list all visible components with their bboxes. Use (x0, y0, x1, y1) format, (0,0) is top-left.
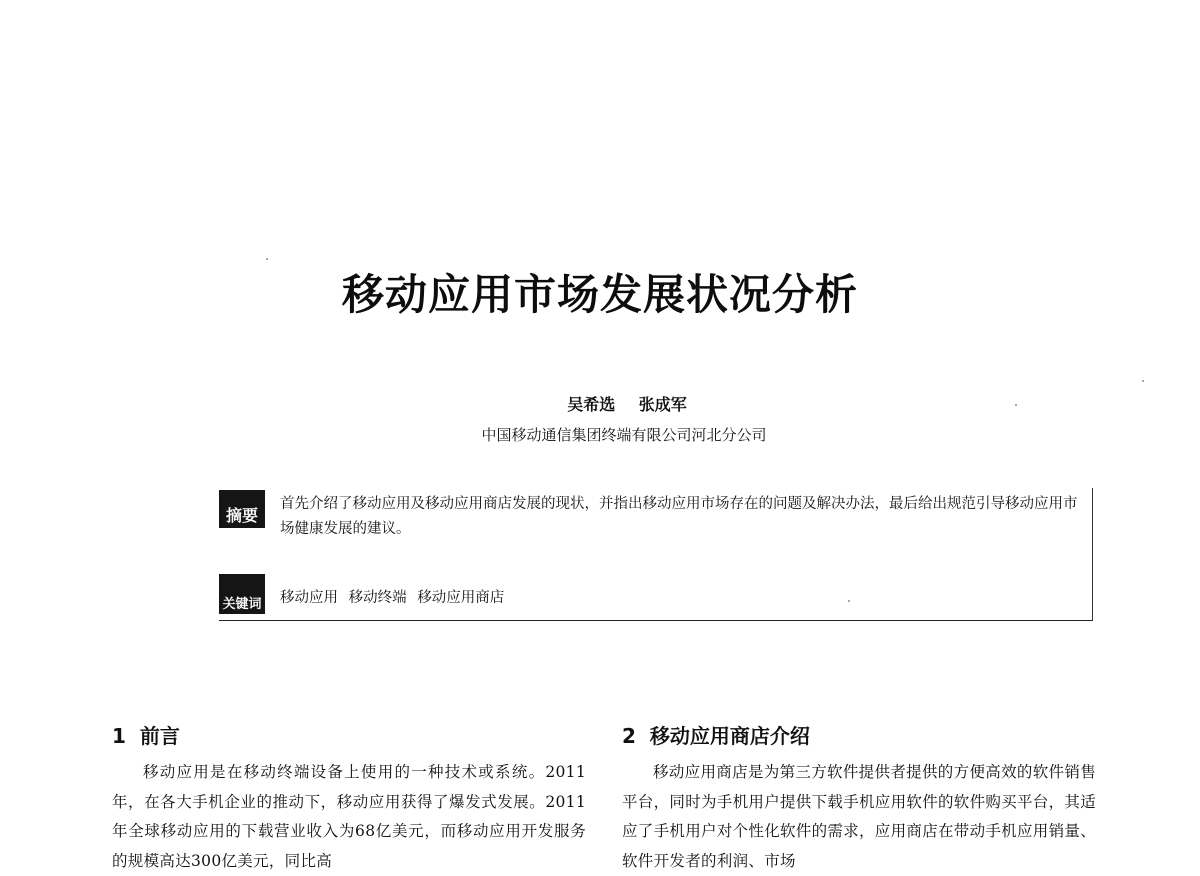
section-body: 移动应用商店是为第三方软件提供者提供的方便高效的软件销售平台，同时为手机用户提供下载手机应用软件的软件购买平台，其适应了手机用户对个性化软件的需求，应用商店在带动手机应用销量、软件开发者的利润、市场 (622, 763, 1097, 870)
keyword: 移动终端 (348, 590, 407, 606)
abstract-text: 首先介绍了移动应用及移动应用商店发展的现状，并指出移动应用市场存在的问题及解决办法，最后给出规范引导移动应用市场健康发展的建议。 (280, 496, 1078, 537)
scan-speck (1142, 380, 1144, 382)
author-list (0, 392, 1200, 415)
section-title: 移动应用商店介绍 (649, 724, 810, 748)
abstract-box (219, 488, 1093, 621)
author-name: 张成军 (638, 395, 687, 414)
abstract-label: 摘要 (219, 490, 265, 528)
keywords-list (280, 586, 510, 607)
keywords-label: 关键词 (219, 574, 265, 614)
section-1 (112, 722, 586, 876)
section-number: 1 (112, 724, 126, 748)
scan-speck (266, 258, 268, 260)
author-name: 吴希选 (567, 395, 616, 414)
section-title: 前言 (139, 724, 180, 748)
section-number: 2 (622, 724, 636, 748)
keyword: 移动应用商店 (417, 590, 505, 606)
keyword: 移动应用 (280, 590, 338, 606)
section-heading (622, 722, 1096, 750)
author-affiliation: 中国移动通信集团终端有限公司河北分公司 (481, 426, 767, 444)
section-heading (112, 722, 586, 750)
section-body: 移动应用是在移动终端设备上使用的一种技术或系统。2011年，在各大手机企业的推动下，移动应用获得了爆发式发展。2011年全球移动应用的下载营业收入为68亿美元，而移动应用开发服务的规模高达300亿美元，同比高 (112, 763, 586, 870)
section-2 (622, 722, 1096, 876)
paper-title: 移动应用市场发展状况分析 (341, 270, 858, 319)
